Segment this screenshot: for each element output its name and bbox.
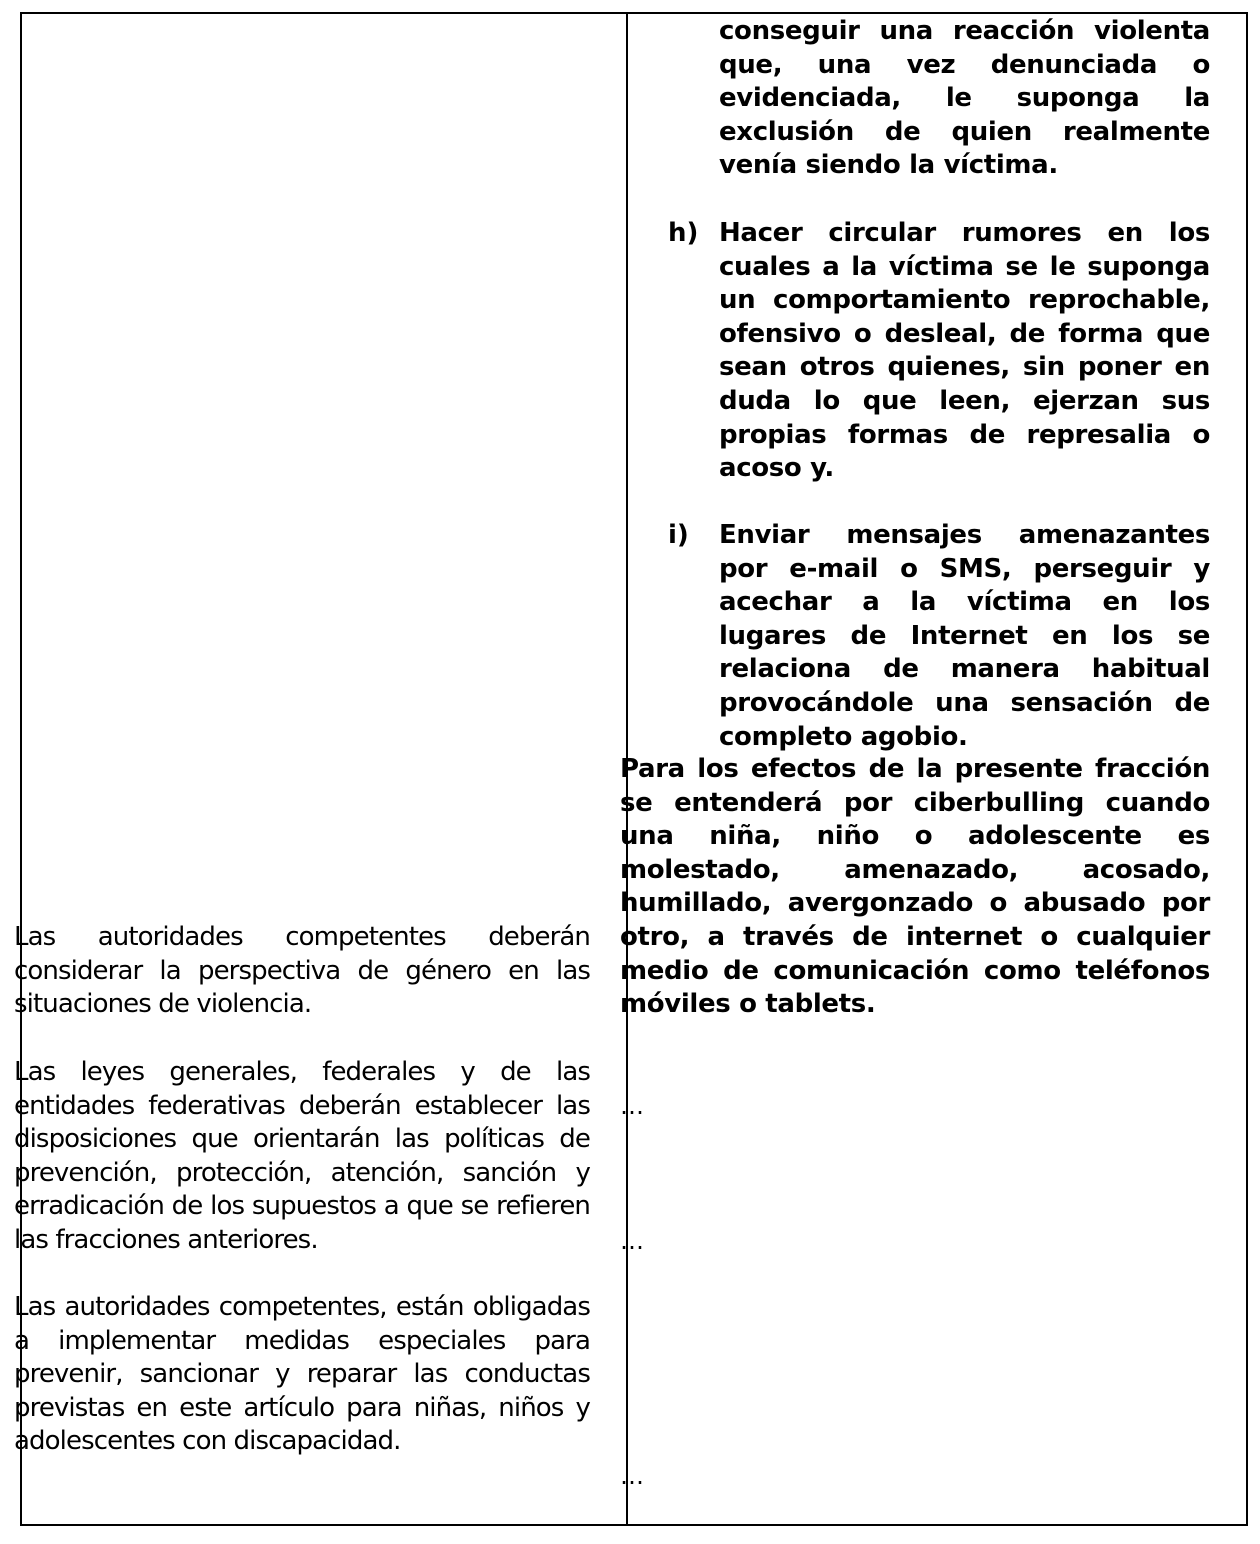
ellipsis-2: … xyxy=(620,1227,644,1255)
item-text-i: Enviar mensajes amenazantes por e-mail o SMS, perseguir y acechar a la víctima en los lugares de Internet en los se relaciona de manera habitual provocándole una sensación de completo agobio. xyxy=(719,520,1210,752)
ellipsis-3: … xyxy=(620,1462,644,1490)
item-marker-i: i) xyxy=(668,520,689,550)
continuation-text: conseguir una reacción violenta que, una vez denunciada o evidenciada, le suponga la exclusión de quien realmente venía siendo la víctima. xyxy=(719,16,1210,181)
ellipsis-1: … xyxy=(620,1092,644,1120)
left-paragraph-gender-perspective: Las autoridades competentes deberán considerar la perspectiva de género en las situaciones de violencia. xyxy=(14,922,590,1020)
item-marker-h: h) xyxy=(668,218,699,248)
left-paragraph-general-laws: Las leyes generales, federales y de las entidades federativas deberán establecer las disposiciones que orientarán las políticas de prevención, protección, atención, sanción y erradicación de los supuestos a que se refieren las fracciones anteriores. xyxy=(14,1057,590,1255)
left-paragraph-disability-measures: Las autoridades competentes, están obligadas a implementar medidas especiales para prevenir, sancionar y reparar las conductas previstas en este artículo para niñas, niños y adolescentes con discapacidad. xyxy=(14,1292,590,1457)
ciberbulling-definition: Para los efectos de la presente fracción se entenderá por ciberbulling cuando una niña, niño o adolescente es molestado, amenazado, acosado, humillado, avergonzado o abusado por otro, a través de internet o cualquier medio de comunicación como teléfonos móviles o tablets. xyxy=(620,754,1210,1020)
item-text-h: Hacer circular rumores en los cuales a la víctima se le suponga un comportamiento reprochable, ofensivo o desleal, de forma que sean otros quienes, sin poner en duda lo que leen, ejerzan sus propias formas de represalia o acoso y. xyxy=(719,218,1210,484)
